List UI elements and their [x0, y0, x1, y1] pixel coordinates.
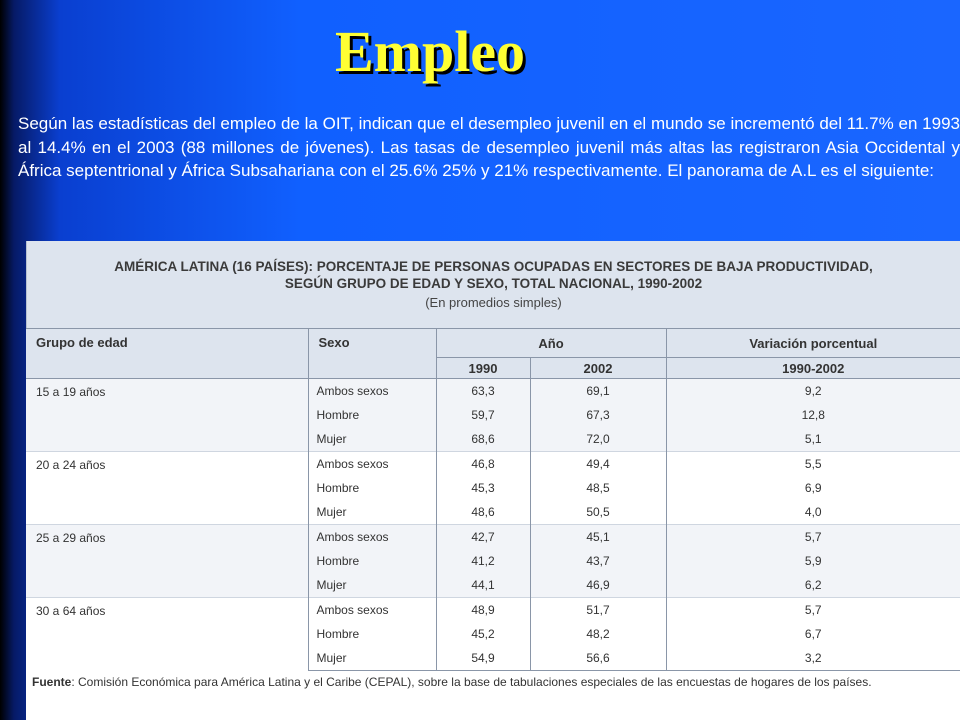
sex-cell: Ambos sexos: [308, 598, 436, 623]
value-2002-cell: 43,7: [530, 549, 666, 573]
age-group-cell: 25 a 29 años: [26, 525, 308, 598]
header-year: Año: [436, 329, 666, 358]
header-sex: Sexo: [308, 329, 436, 379]
value-1990-cell: 44,1: [436, 573, 530, 598]
source-label: Fuente: [32, 675, 72, 689]
sex-cell: Hombre: [308, 403, 436, 427]
value-1990-cell: 63,3: [436, 379, 530, 404]
header-age-group: Grupo de edad: [26, 329, 308, 379]
table-subtitle: (En promedios simples): [425, 295, 562, 310]
age-group-cell: 15 a 19 años: [26, 379, 308, 452]
variation-cell: 12,8: [666, 403, 960, 427]
variation-cell: 5,7: [666, 525, 960, 550]
sex-cell: Ambos sexos: [308, 525, 436, 550]
intro-paragraph: Según las estadísticas del empleo de la OIT, indican que el desempleo juvenil en el mundo se incrementó del 11.7% en 1993 al 14.4% en el 2003 (88 millones de jóvenes). Las tasas de desempleo juvenil más altas las registraron Asia Occidental y África septentrional y África Subsahariana con el 25.6% 25% y 21% respectivamente. El panorama de A.L es el siguiente:: [18, 114, 960, 180]
value-2002-cell: 48,5: [530, 476, 666, 500]
sex-cell: Ambos sexos: [308, 379, 436, 404]
variation-cell: 5,7: [666, 598, 960, 623]
age-group-cell: 20 a 24 años: [26, 452, 308, 525]
value-2002-cell: 50,5: [530, 500, 666, 525]
value-1990-cell: 42,7: [436, 525, 530, 550]
employment-table: [26, 328, 960, 671]
data-table-panel: [26, 241, 960, 720]
variation-cell: 6,2: [666, 573, 960, 598]
value-1990-cell: 68,6: [436, 427, 530, 452]
variation-cell: 6,7: [666, 622, 960, 646]
value-1990-cell: 41,2: [436, 549, 530, 573]
table-row: [26, 598, 960, 623]
sex-cell: Mujer: [308, 573, 436, 598]
sex-cell: Mujer: [308, 646, 436, 671]
value-1990-cell: 48,9: [436, 598, 530, 623]
value-2002-cell: 51,7: [530, 598, 666, 623]
header-period: 1990-2002: [666, 358, 960, 379]
table-source: [26, 671, 960, 690]
source-text: : Comisión Económica para América Latina y el Caribe (CEPAL), sobre la base de tabulaciones especiales de las encuestas de hogares de los países.: [71, 675, 872, 689]
slide-title: Empleo: [334, 19, 526, 84]
variation-cell: 6,9: [666, 476, 960, 500]
header-2002: 2002: [530, 358, 666, 379]
variation-cell: 3,2: [666, 646, 960, 671]
age-group-cell: 30 a 64 años: [26, 598, 308, 671]
value-1990-cell: 45,3: [436, 476, 530, 500]
table-row: [26, 452, 960, 477]
sex-cell: Hombre: [308, 549, 436, 573]
variation-cell: 5,5: [666, 452, 960, 477]
sex-cell: Hombre: [308, 622, 436, 646]
table-caption: [26, 241, 960, 328]
table-body: [26, 379, 960, 671]
value-1990-cell: 45,2: [436, 622, 530, 646]
sex-cell: Mujer: [308, 427, 436, 452]
table-row: [26, 379, 960, 404]
value-1990-cell: 59,7: [436, 403, 530, 427]
table-title-line-1: AMÉRICA LATINA (16 PAÍSES): PORCENTAJE DE PERSONAS OCUPADAS EN SECTORES DE BAJA PRODUCTIVIDAD,: [114, 259, 873, 274]
sex-cell: Hombre: [308, 476, 436, 500]
value-2002-cell: 56,6: [530, 646, 666, 671]
value-2002-cell: 67,3: [530, 403, 666, 427]
header-1990: 1990: [436, 358, 530, 379]
variation-cell: 5,9: [666, 549, 960, 573]
value-1990-cell: 48,6: [436, 500, 530, 525]
header-variation: Variación porcentual: [666, 329, 960, 358]
value-2002-cell: 48,2: [530, 622, 666, 646]
variation-cell: 9,2: [666, 379, 960, 404]
value-2002-cell: 72,0: [530, 427, 666, 452]
value-2002-cell: 46,9: [530, 573, 666, 598]
table-title-line-2: SEGÚN GRUPO DE EDAD Y SEXO, TOTAL NACIONAL, 1990-2002: [284, 276, 703, 291]
value-2002-cell: 45,1: [530, 525, 666, 550]
value-1990-cell: 46,8: [436, 452, 530, 477]
table-row: [26, 525, 960, 550]
variation-cell: 5,1: [666, 427, 960, 452]
sex-cell: Mujer: [308, 500, 436, 525]
table-title: [27, 241, 960, 292]
sex-cell: Ambos sexos: [308, 452, 436, 477]
variation-cell: 4,0: [666, 500, 960, 525]
value-2002-cell: 69,1: [530, 379, 666, 404]
value-2002-cell: 49,4: [530, 452, 666, 477]
value-1990-cell: 54,9: [436, 646, 530, 671]
